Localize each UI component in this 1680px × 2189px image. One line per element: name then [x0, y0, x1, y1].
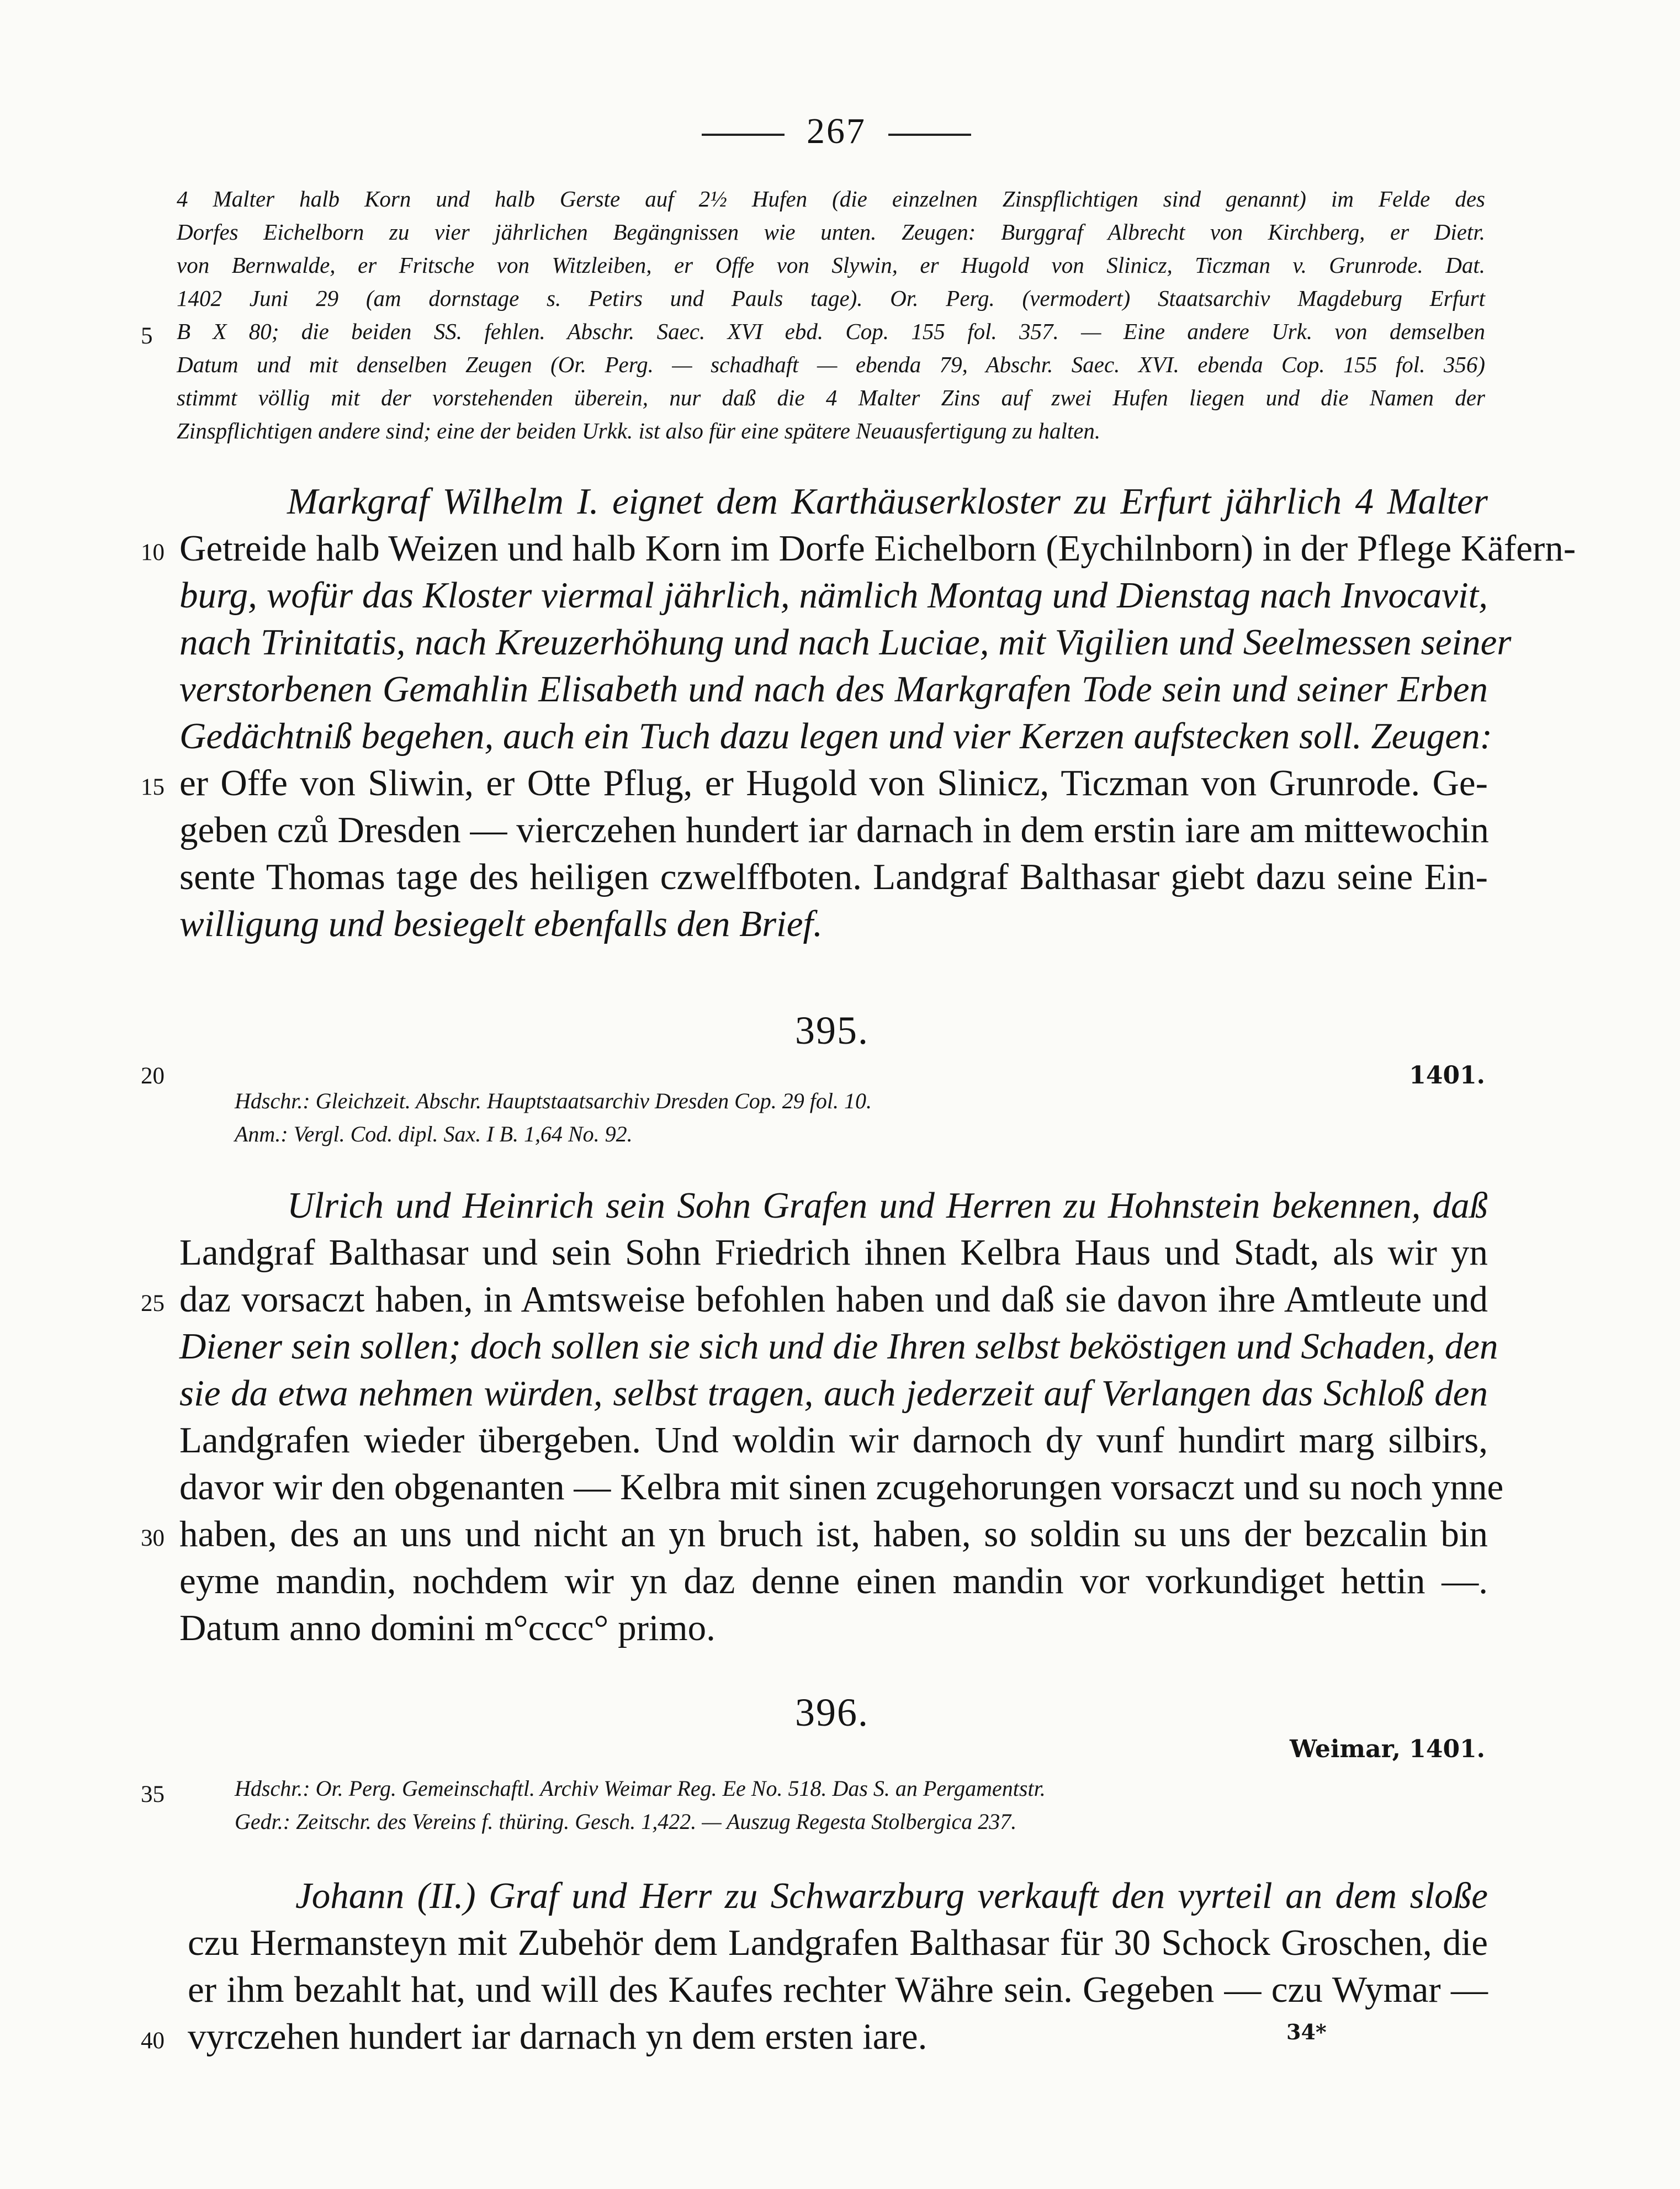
document-text-line: vyrczehen hundert iar darnach yn dem ersten iare. — [188, 2016, 928, 2057]
header-rule-right — [888, 134, 971, 136]
regest-line: Markgraf Wilhelm I. eignet dem Karthäuserkloster zu Erfurt jährlich 4 Malter — [287, 481, 1488, 522]
document-number: 396. — [795, 1690, 869, 1735]
margin-line-number: 35 — [141, 1781, 165, 1807]
document-text-line: eyme mandin, nochdem wir yn daz denne einen mandin vor vorkundiget hettin —. — [179, 1561, 1488, 1601]
page-number: 267 — [807, 111, 866, 151]
regest-line: er Offe von Sliwin, er Otte Pflug, er Hugold von Slinicz, Ticzman von Grunrode. Ge- — [179, 763, 1488, 803]
regest-line: Getreide halb Weizen und halb Korn im Dorfe Eichelborn (Eychilnborn) in der Pflege Käfern- — [179, 528, 1576, 569]
source-line: Hdschr.: Or. Perg. Gemeinschaftl. Archiv Weimar Reg. Ee No. 518. Das S. an Pergamentstr. — [235, 1776, 1046, 1801]
regest-line: sente Thomas tage des heiligen czwelffboten. Landgraf Balthasar giebt dazu seine Ein- — [179, 856, 1488, 897]
margin-line-number: 25 — [141, 1291, 165, 1316]
document-text-line: haben, des an uns und nicht an yn bruch ist, haben, so soldin su uns der bezcalin bin — [179, 1514, 1488, 1554]
margin-line-number: 15 — [141, 774, 165, 800]
document-text-line: Datum anno domini m°cccc° primo. — [179, 1608, 716, 1648]
margin-line-number: 30 — [141, 1525, 165, 1551]
note-line: Dorfes Eichelborn zu vier jährlichen Begängnissen wie unten. Zeugen: Burggraf Albrecht von Kirchberg, er Dietr. — [177, 219, 1485, 245]
document-text-line: Ulrich und Heinrich sein Sohn Grafen und Herren zu Hohnstein bekennen, daß — [287, 1185, 1488, 1226]
margin-line-number: 40 — [141, 2028, 165, 2054]
margin-line-number: 20 — [141, 1063, 165, 1089]
document-text-line: Johann (II.) Graf und Herr zu Schwarzburg verkauft den vyrteil an dem sloße — [295, 1875, 1488, 1916]
note-line: Datum und mit denselben Zeugen (Or. Perg. — schadhaft — ebenda 79, Abschr. Saec. XVI. ebenda Cop. 155 fol. 356) — [177, 352, 1485, 377]
source-line: Anm.: Vergl. Cod. dipl. Sax. I B. 1,64 No. 92. — [235, 1122, 633, 1146]
regest-line: burg, wofür das Kloster viermal jährlich, nämlich Montag und Dienstag nach Invocavit, — [179, 575, 1488, 616]
note-line: von Bernwalde, er Fritsche von Witzleiben, er Offe von Slywin, er Hugold von Slinicz, Ticzman v. Grunrode. Dat. — [177, 252, 1485, 278]
document-text-line: sie da etwa nehmen würden, selbst tragen, auch jederzeit auf Verlangen das Schloß den — [179, 1373, 1488, 1414]
signature-mark: 34* — [1286, 2019, 1327, 2044]
note-line: 4 Malter halb Korn und halb Gerste auf 2½ Hufen (die einzelnen Zinspflichtigen sind genannt) im Felde des — [177, 186, 1485, 212]
regest-line: geben czů Dresden — vierczehen hundert iar darnach in dem erstin iare am mittewochin — [179, 810, 1489, 850]
header-rule-left — [702, 134, 785, 136]
margin-line-number: 5 — [141, 323, 153, 349]
document-text-line: er ihm bezahlt hat, und will des Kaufes rechter Währe sein. Gegeben — czu Wymar — — [188, 1969, 1488, 2010]
margin-line-number: 10 — [141, 540, 165, 565]
source-line: Hdschr.: Gleichzeit. Abschr. Hauptstaatsarchiv Dresden Cop. 29 fol. 10. — [235, 1088, 872, 1113]
document-text-line: daz vorsaczt haben, in Amtsweise befohlen haben und daß sie davon ihre Amtleute und — [179, 1279, 1488, 1320]
document-text-line: Landgrafen wieder übergeben. Und woldin wir darnoch dy vunf hundirt marg silbirs, — [179, 1420, 1488, 1461]
document-date: Weimar, 1401. — [1290, 1735, 1485, 1763]
regest-line: willigung und besiegelt ebenfalls den Brief. — [179, 903, 823, 944]
document-text-line: Diener sein sollen; doch sollen sie sich und die Ihren selbst beköstigen und Schaden, den — [179, 1326, 1498, 1367]
document-text-line: davor wir den obgenanten — Kelbra mit sinen zcugehorungen vorsaczt und su noch ynne — [179, 1467, 1504, 1508]
note-line: B X 80; die beiden SS. fehlen. Abschr. Saec. XVI ebd. Cop. 155 fol. 357. — Eine andere Urk. von demselben — [177, 319, 1485, 344]
regest-line: nach Trinitatis, nach Kreuzerhöhung und nach Luciae, mit Vigilien und Seelmessen seiner — [179, 622, 1512, 663]
document-text-line: czu Hermansteyn mit Zubehör dem Landgrafen Balthasar für 30 Schock Groschen, die — [188, 1922, 1488, 1963]
document-date: 1401. — [1409, 1061, 1485, 1090]
page-header — [671, 110, 1002, 152]
regest-line: Gedächtniß begehen, auch ein Tuch dazu legen und vier Kerzen aufstecken soll. Zeugen: — [179, 716, 1492, 757]
note-line: 1402 Juni 29 (am dornstage s. Petirs und Pauls tage). Or. Perg. (vermodert) Staatsarchiv Magdeburg Erfurt — [177, 285, 1485, 311]
document-text-line: Landgraf Balthasar und sein Sohn Friedrich ihnen Kelbra Haus und Stadt, als wir yn — [179, 1232, 1488, 1273]
document-number: 395. — [795, 1008, 869, 1053]
regest-line: verstorbenen Gemahlin Elisabeth und nach des Markgrafen Tode sein und seiner Erben — [179, 669, 1488, 710]
source-line: Gedr.: Zeitschr. des Vereins f. thüring. Gesch. 1,422. — Auszug Regesta Stolbergica 237. — [235, 1809, 1017, 1834]
note-line: Zinspflichtigen andere sind; eine der beiden Urkk. ist also für eine spätere Neuausfertigung zu halten. — [177, 418, 1101, 443]
note-line: stimmt völlig mit der vorstehenden überein, nur daß die 4 Malter Zins auf zwei Hufen liegen und die Namen der — [177, 385, 1485, 410]
